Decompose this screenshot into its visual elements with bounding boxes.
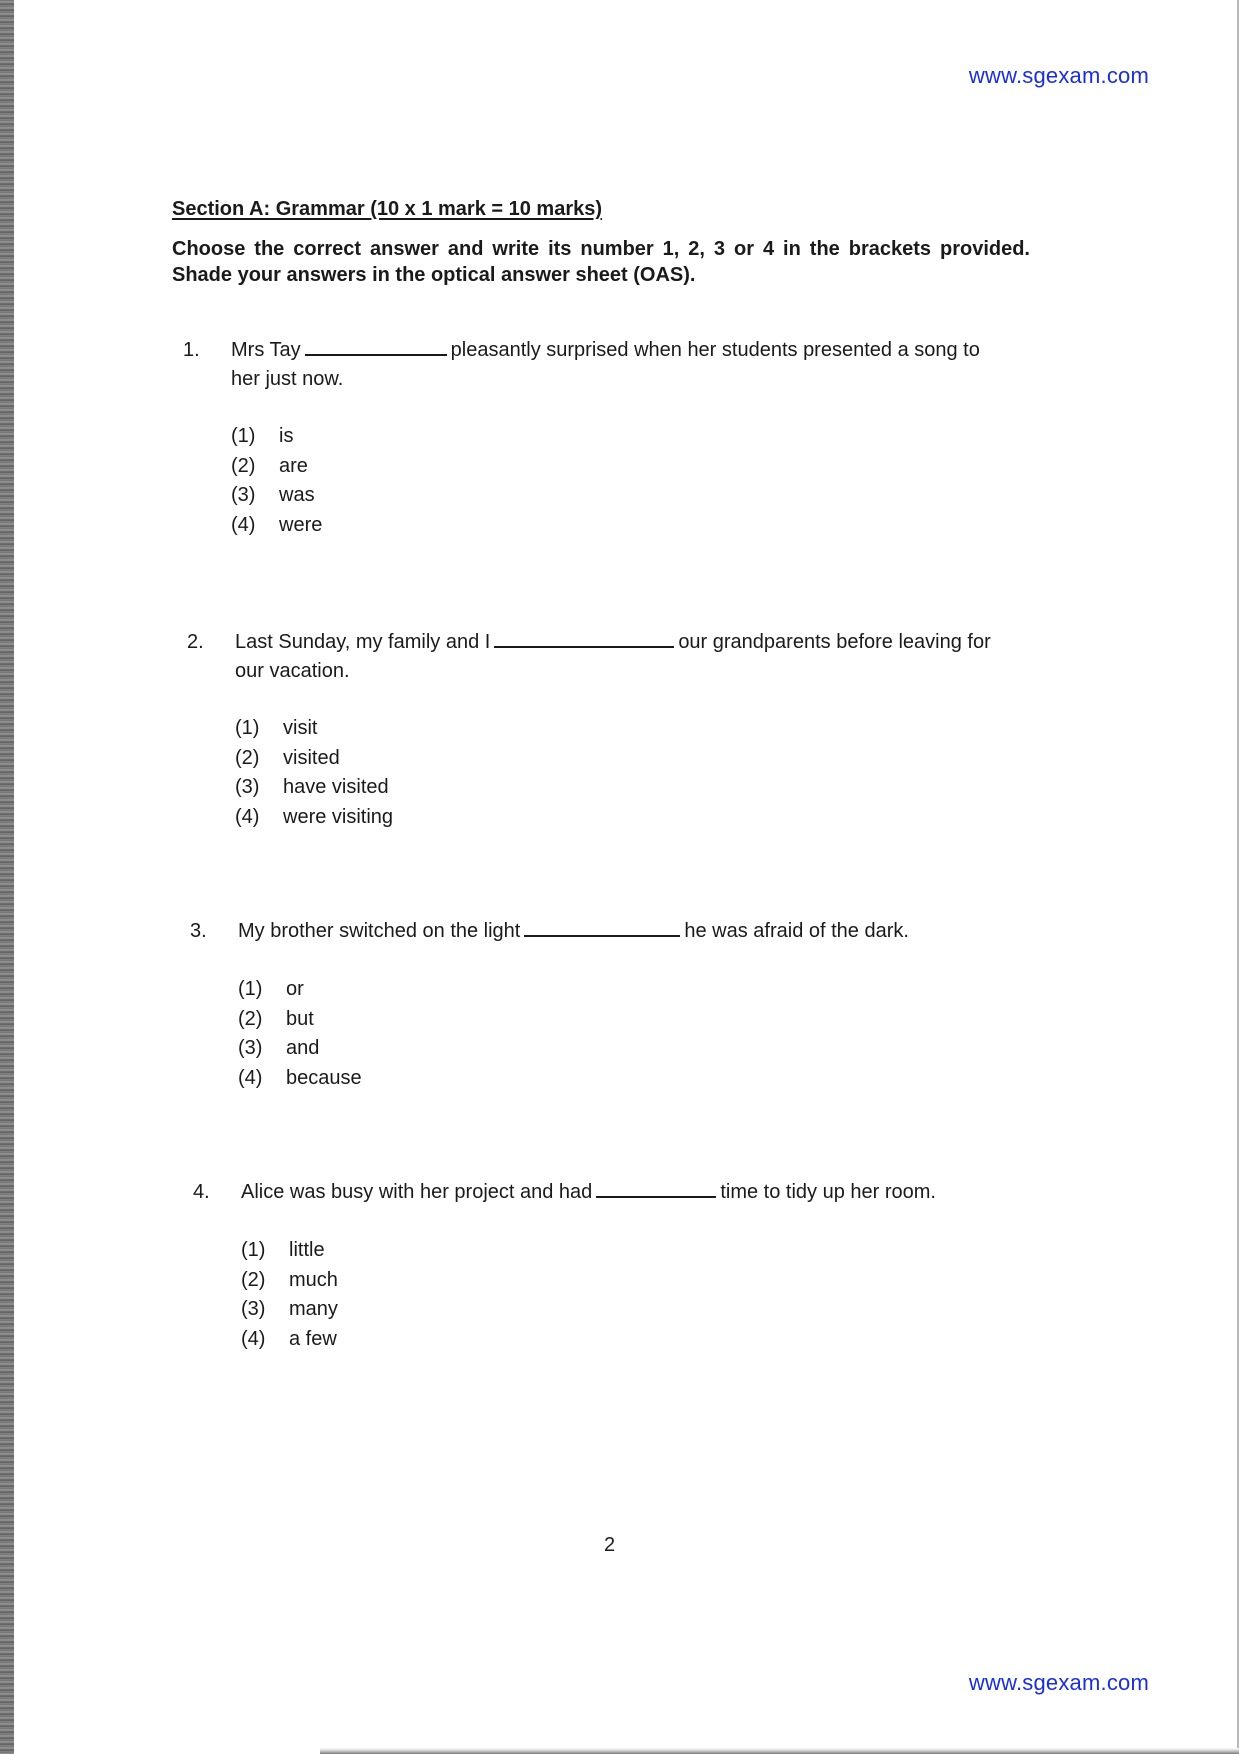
- option-text: because: [286, 1066, 362, 1089]
- page-number: 2: [604, 1534, 616, 1556]
- option-4: [235, 803, 393, 833]
- option-3: [231, 481, 322, 511]
- answer-options: [231, 422, 322, 540]
- section-title: Section A: Grammar (10 x 1 mark = 10 marks): [172, 198, 603, 220]
- option-number: (4): [235, 805, 260, 828]
- question-number: 2.: [187, 631, 204, 653]
- question-text-before: My brother switched on the light: [238, 920, 521, 942]
- answer-options: [235, 714, 393, 832]
- option-3: [235, 773, 393, 803]
- option-text: a few: [289, 1327, 337, 1350]
- scan-edge-bottom: [320, 1748, 1239, 1754]
- option-3: [238, 1034, 362, 1064]
- question-text: [231, 336, 991, 394]
- answer-blank: [524, 917, 680, 937]
- option-text: visited: [283, 746, 340, 769]
- option-2: [235, 744, 393, 774]
- option-number: (1): [235, 717, 260, 739]
- option-number: (1): [238, 978, 263, 1000]
- option-number: (2): [231, 454, 256, 477]
- option-1: [235, 714, 393, 744]
- option-text: much: [289, 1268, 338, 1291]
- option-number: (3): [238, 1037, 263, 1059]
- option-3: [241, 1295, 338, 1325]
- option-text: were: [279, 513, 323, 536]
- option-number: (4): [231, 513, 256, 536]
- option-1: [241, 1236, 338, 1266]
- answer-blank: [596, 1178, 716, 1198]
- question-number: 3.: [190, 920, 207, 942]
- option-text: are: [279, 454, 308, 477]
- option-2: [231, 452, 322, 482]
- option-text: or: [286, 978, 304, 1000]
- option-text: were visiting: [283, 805, 394, 828]
- option-4: [238, 1064, 362, 1094]
- option-2: [238, 1005, 362, 1035]
- option-number: (4): [241, 1327, 266, 1350]
- option-number: (4): [238, 1066, 263, 1089]
- answer-blank: [305, 336, 447, 356]
- option-number: (3): [241, 1298, 266, 1320]
- answer-blank: [494, 628, 674, 648]
- option-number: (2): [241, 1268, 266, 1291]
- question-text-after: time to tidy up her room.: [720, 1181, 936, 1203]
- option-text: little: [289, 1239, 325, 1261]
- option-text: was: [279, 484, 315, 506]
- option-number: (3): [231, 484, 256, 506]
- answer-options: [241, 1236, 338, 1354]
- header-site-link[interactable]: www.sgexam.com: [968, 63, 1149, 88]
- option-text: visit: [283, 717, 318, 739]
- option-2: [241, 1266, 338, 1296]
- question-text: [241, 1178, 1001, 1207]
- question-text-before: Alice was busy with her project and had: [241, 1181, 593, 1203]
- option-4: [231, 511, 322, 541]
- question-text-before: Last Sunday, my family and I: [235, 631, 491, 653]
- option-number: (1): [231, 425, 256, 447]
- option-text: and: [286, 1037, 320, 1059]
- option-text: many: [289, 1298, 338, 1320]
- question-number: 1.: [183, 339, 200, 361]
- scan-edge-left: [0, 0, 14, 1754]
- answer-options: [238, 975, 362, 1093]
- question-text-after: he was afraid of the dark.: [684, 920, 909, 942]
- option-1: [231, 422, 322, 452]
- question-number: 4.: [193, 1181, 210, 1203]
- question-text-after: our grandparents before leaving for our vacation.: [235, 631, 991, 682]
- question-text: [238, 917, 998, 946]
- option-1: [238, 975, 362, 1005]
- option-4: [241, 1325, 338, 1355]
- option-text: is: [279, 425, 294, 447]
- section-instructions: Choose the correct answer and write its number 1, 2, 3 or 4 in the brackets provided. Shade your answers in the optical answer sheet (OAS).: [172, 238, 1030, 286]
- question-text-after: pleasantly surprised when her students presented a song to her just now.: [231, 339, 980, 390]
- question-text: [235, 628, 995, 686]
- option-text: but: [286, 1007, 314, 1030]
- question-text-before: Mrs Tay: [231, 339, 301, 361]
- option-number: (2): [238, 1007, 263, 1030]
- footer-site-link[interactable]: www.sgexam.com: [968, 1670, 1149, 1695]
- option-number: (3): [235, 776, 260, 798]
- option-text: have visited: [283, 776, 389, 798]
- option-number: (2): [235, 746, 260, 769]
- option-number: (1): [241, 1239, 266, 1261]
